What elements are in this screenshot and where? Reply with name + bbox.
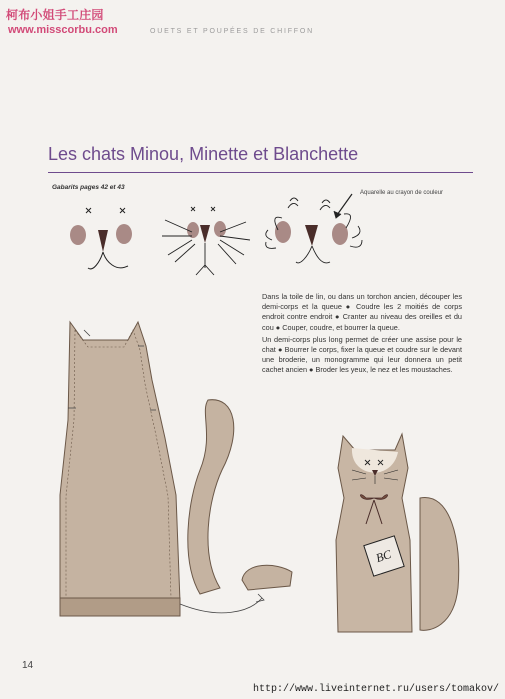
cat-face-step-2: [162, 207, 250, 275]
arrow-curve: [180, 598, 262, 613]
cat-face-step-3: [266, 194, 362, 263]
annotation-label: Aquarelle au crayon de couleur: [360, 190, 444, 196]
finished-cat: [336, 434, 459, 632]
cat-face-step-1: [70, 208, 132, 269]
instructions-paragraph-1: Dans la toile de lin, ou dans un torchon ancien, découper les demi-corps et la queue ● Coudre les 2 moitiés de corps endroit contre endroit ● Cranter au niveau des oreilles et du cou ● Couper, coudre, et bourrer la queue.: [262, 292, 462, 332]
instructions: [262, 292, 462, 378]
cheek-left: [70, 225, 86, 245]
cat-body-template: [60, 322, 180, 616]
monogram: BC: [374, 546, 393, 566]
nose: [98, 230, 108, 252]
watermark-chinese: 柯布小姐手工庄园: [6, 8, 104, 22]
template-reference: Gabarits pages 42 et 43: [52, 184, 125, 191]
stitched-piece: [242, 565, 292, 590]
watermark-url[interactable]: www.misscorbu.com: [8, 24, 118, 36]
tail-template: [188, 400, 234, 594]
running-header: OUETS ET POUPÉES DE CHIFFON: [150, 28, 314, 35]
page-number: 14: [22, 660, 34, 671]
instructions-paragraph-2: Un demi-corps plus long permet de créer une assise pour le chat ● Bourrer le corps, fixer la queue et coudre sur le devant une broderie, un monogramme qui leur donnera un petit cachet ancien ● Broder les yeux, le nez et les moustaches.: [262, 334, 462, 375]
cheek-right: [116, 224, 132, 244]
footer-url[interactable]: http://www.liveinternet.ru/users/tomakov/: [252, 684, 499, 695]
page-title: Les chats Minou, Minette et Blanchette: [48, 144, 359, 164]
arrow-head: [256, 594, 264, 602]
